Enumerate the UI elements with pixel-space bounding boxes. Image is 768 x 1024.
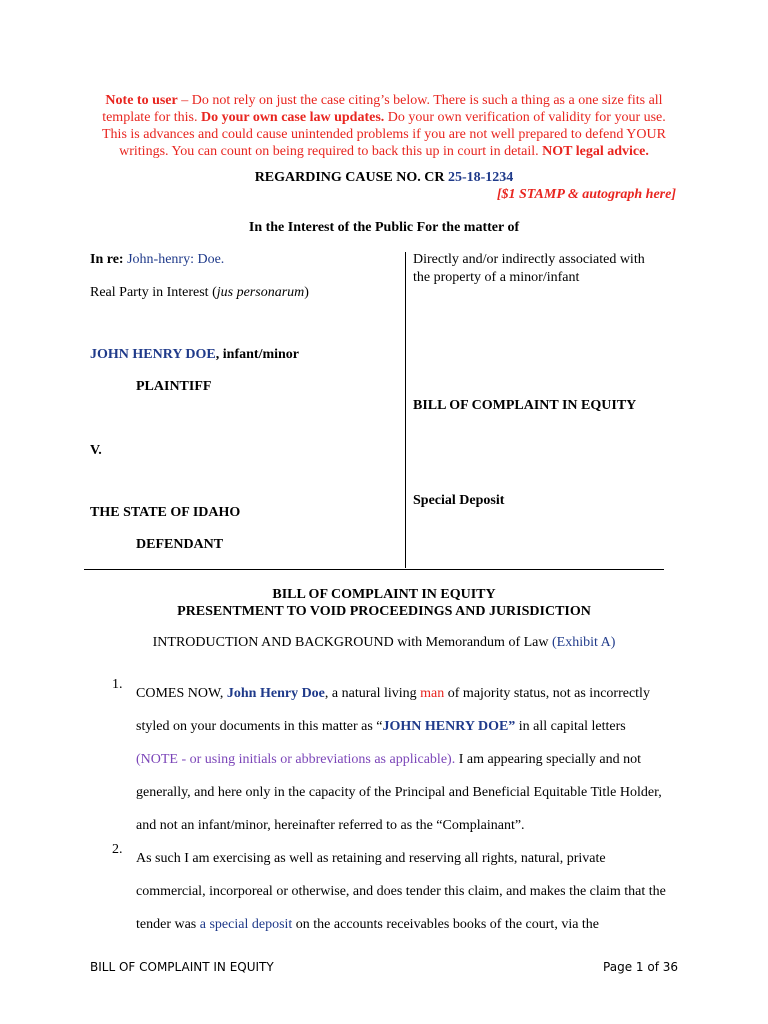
defendant-role: DEFENDANT <box>136 537 224 552</box>
p2-text-1: As such I am exercising as well as retaining and reserving all rights, natural, private commercial, incorporeal or otherwise, and does tender this claim, and makes the claim that the tender was <box>136 851 666 932</box>
p1-text-2: , a natural living <box>324 686 421 701</box>
p2-text-2: on the accounts receivables books of the court, via the <box>295 917 600 932</box>
cause-label: REGARDING CAUSE NO. CR <box>254 170 448 185</box>
note-bold-1: Do your own case law updates. <box>200 110 385 125</box>
in-re-line <box>90 252 224 268</box>
p1-text-4: in all capital letters <box>515 719 626 734</box>
document-heading <box>0 586 768 620</box>
intro-text: INTRODUCTION AND BACKGROUND with Memorandum of Law <box>152 635 552 650</box>
right-line-2: the property of a minor/infant <box>413 270 580 285</box>
right-title: BILL OF COMPLAINT IN EQUITY <box>413 398 637 413</box>
real-party-latin: jus personarum <box>216 285 305 300</box>
p2-special-deposit-link[interactable]: a special deposit <box>199 917 293 932</box>
heading-line-2: PRESENTMENT TO VOID PROCEEDINGS AND JURISDICTION <box>177 604 591 619</box>
versus-label: V. <box>90 443 102 458</box>
real-party-text: Real Party in Interest ( <box>90 285 217 300</box>
intro-line <box>0 635 768 651</box>
paragraph-2 <box>136 842 668 940</box>
interest-heading: In the Interest of the Public For the matter of <box>248 220 520 235</box>
real-party-line <box>90 285 309 301</box>
exhibit-reference: (Exhibit A) <box>551 635 616 650</box>
plaintiff-suffix: , infant/minor <box>215 347 300 362</box>
in-re-label: In re: <box>90 252 128 267</box>
plaintiff-name: JOHN HENRY DOE <box>90 347 216 362</box>
defendant-name: THE STATE OF IDAHO <box>90 505 241 520</box>
p1-man: man <box>420 686 445 701</box>
p1-text-1: COMES NOW, <box>136 686 227 701</box>
paragraph-number-2: 2. <box>112 842 123 857</box>
page-number: Page 1 of 36 <box>603 960 678 974</box>
plaintiff-line <box>90 347 299 363</box>
p1-text-3: of majority status, not as incorrectly styled on your documents in this matter as “ <box>136 686 650 734</box>
paragraph-number-1: 1. <box>112 677 123 692</box>
p1-note: (NOTE - or using initials or abbreviations as applicable). <box>136 752 456 767</box>
paragraph-1 <box>136 677 668 842</box>
cause-number: 25-18-1234 <box>447 170 514 185</box>
real-party-close: ) <box>304 285 309 300</box>
p1-name: John Henry Doe <box>226 686 325 701</box>
in-re-name: John-henry: Doe. <box>127 252 225 267</box>
p1-text-5: I am appearing specially and not generally, and here only in the capacity of the Principal and Beneficial Equitable Title Holder, and not an infant/minor, hereinafter referred to as the “Complainant”. <box>136 752 662 833</box>
heading-line-1: BILL OF COMPLAINT IN EQUITY <box>272 587 496 602</box>
right-line-1: Directly and/or indirectly associated with <box>413 252 645 267</box>
p1-caps-name: JOHN HENRY DOE” <box>382 719 516 734</box>
note-lead: Note to user <box>105 93 178 108</box>
cause-number-line <box>0 170 768 186</box>
user-note <box>90 92 678 160</box>
note-text-2: Do your own verification of validity for your use. This is advances and could cause unintended problems if you are not well prepared to defend YOUR writings. You can count on being required to back this up in court in detail. <box>102 110 666 159</box>
stamp-placeholder: [$1 STAMP & autograph here] <box>496 187 676 202</box>
special-deposit-label: Special Deposit <box>413 493 505 508</box>
note-text-1: – Do not rely on just the case citing’s below. There is such a thing as a one size fits all template for this. <box>102 93 663 125</box>
caption-bottom-rule <box>84 569 664 570</box>
footer-title: BILL OF COMPLAINT IN EQUITY <box>90 960 274 974</box>
note-bold-2: NOT legal advice. <box>542 144 649 159</box>
plaintiff-role: PLAINTIFF <box>136 379 212 394</box>
caption-vertical-divider <box>405 252 406 568</box>
